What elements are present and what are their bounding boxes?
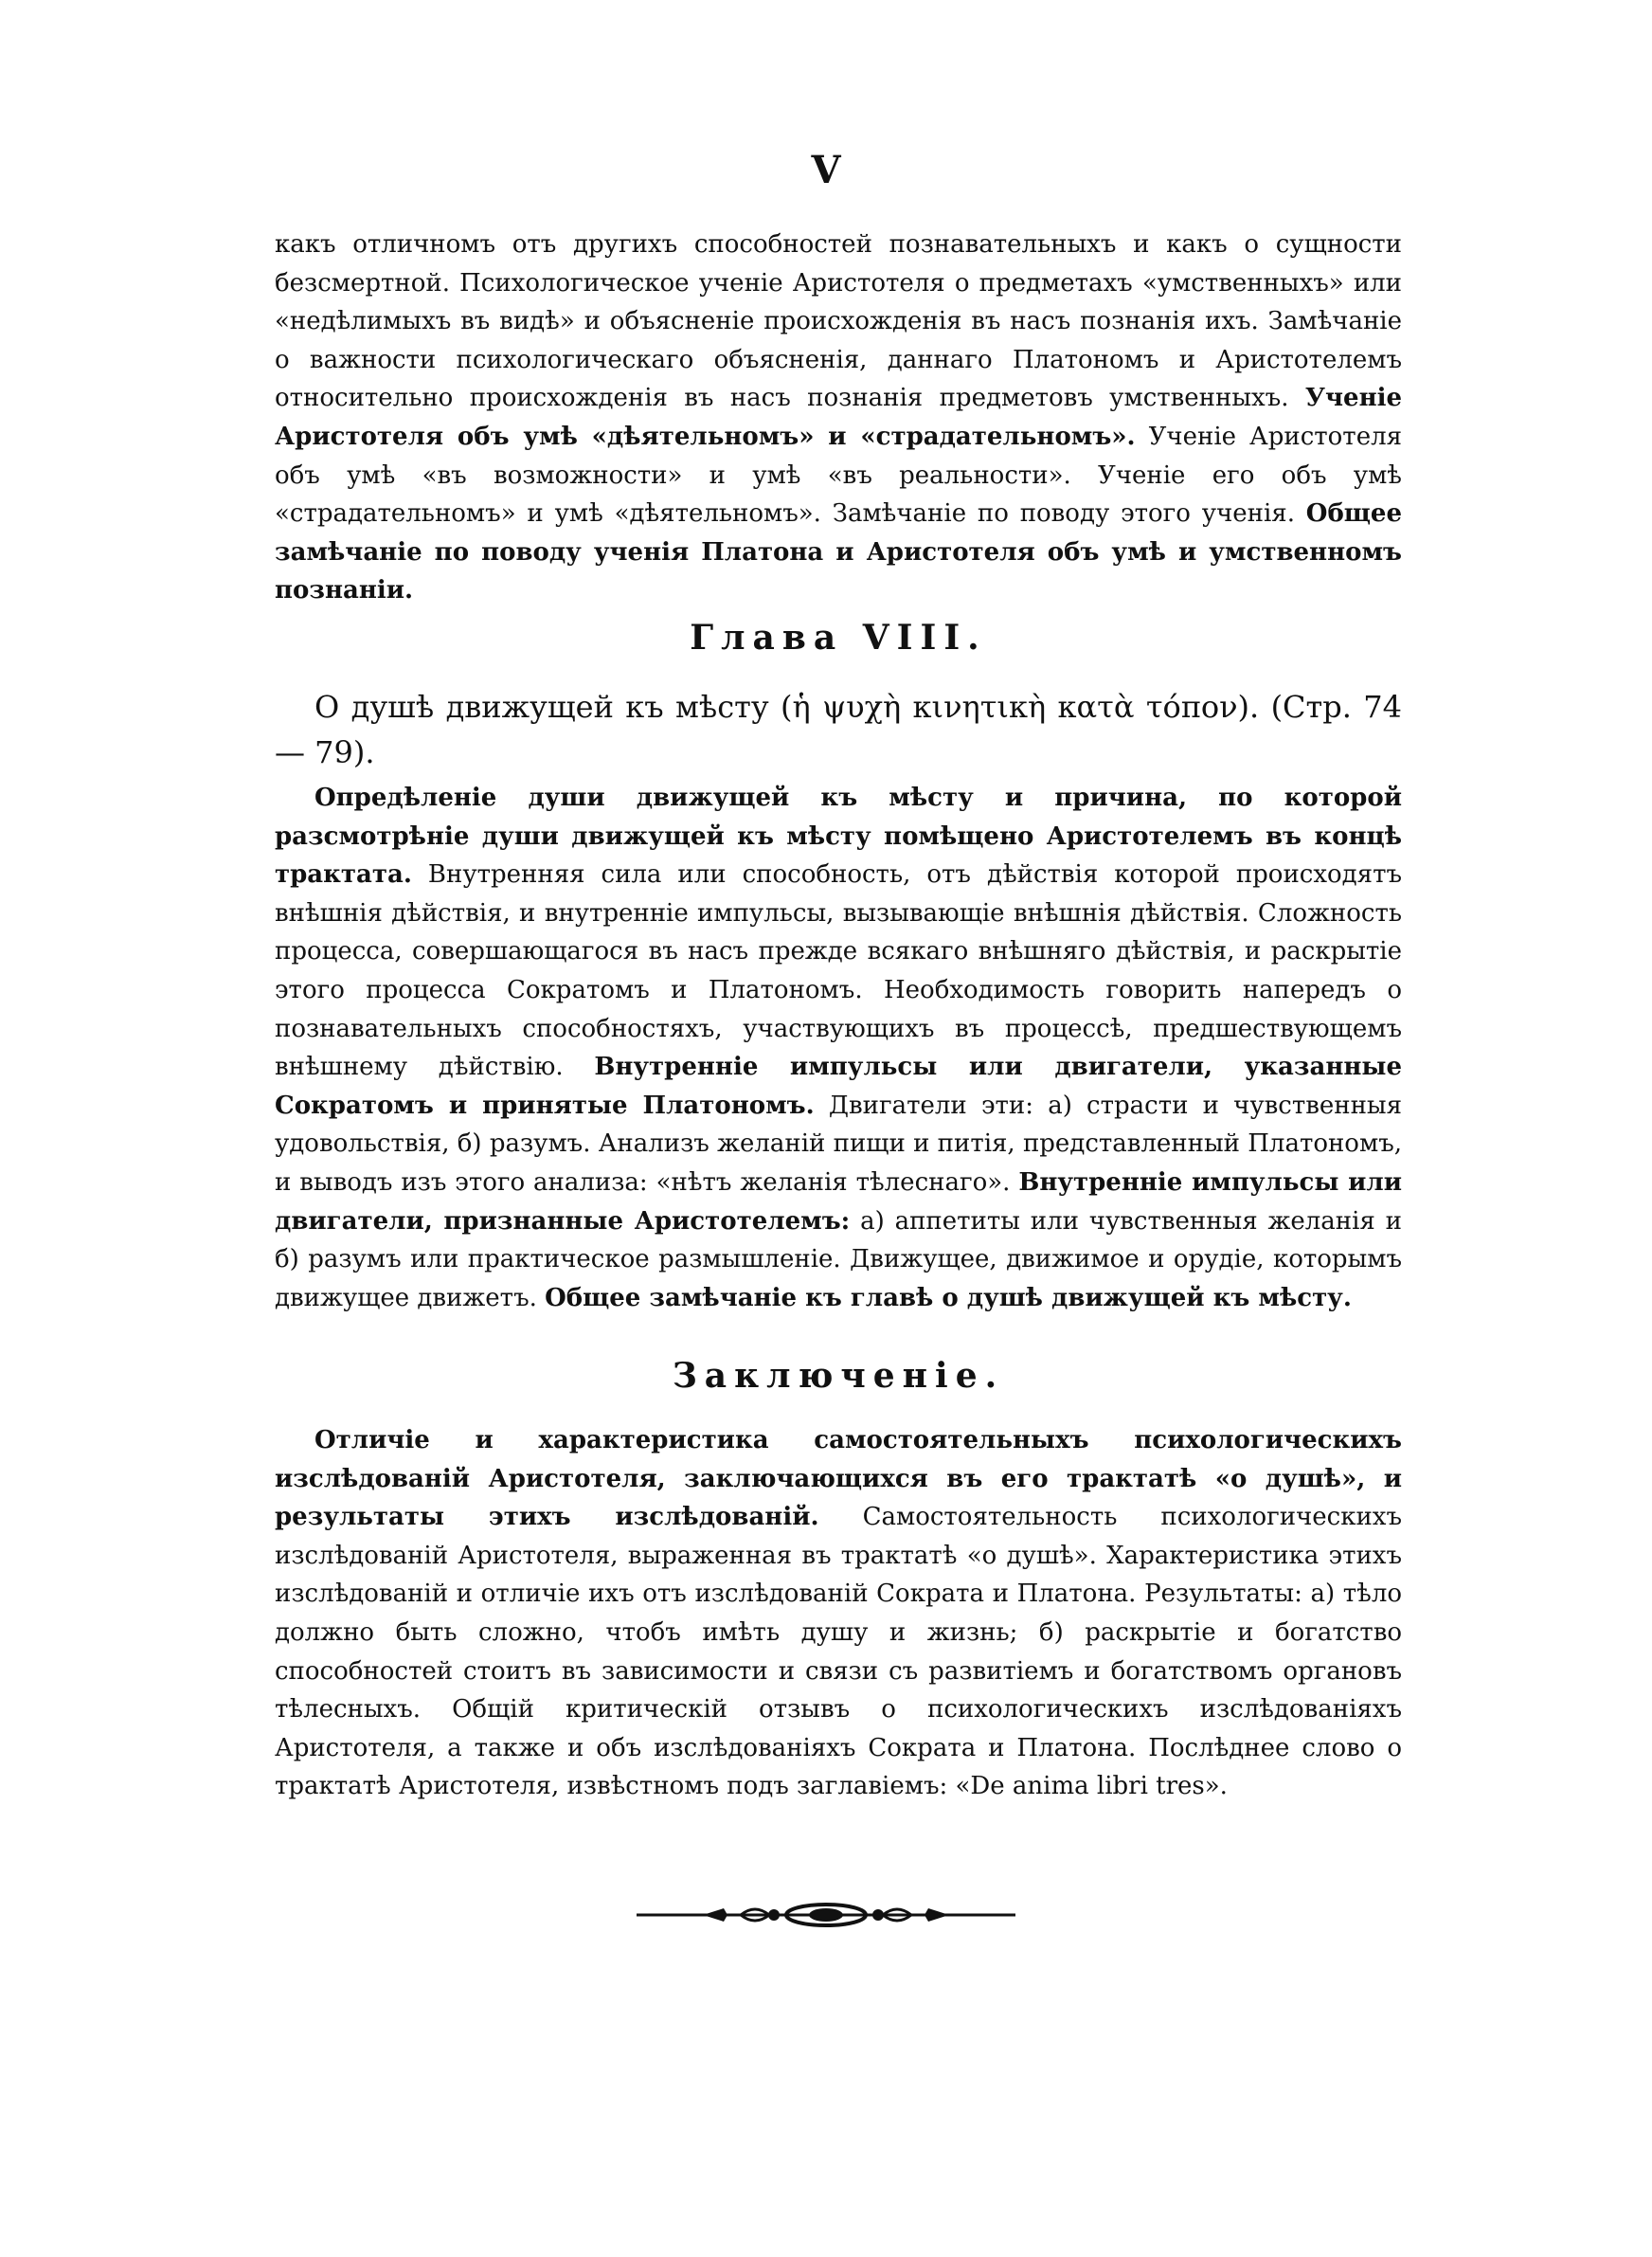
paragraph-bold-text: Ученіе Аристотеля объ умѣ «дѣятельномъ» и «страдательномъ». (275, 384, 1403, 451)
chapter-subtitle: О душѣ движущей къ мѣсту (ἡ ψυχὴ κινητικὴ κατὰ τόπον). (Стр. 74 — 79). (275, 689, 1402, 770)
conclusion-paragraph (275, 1421, 1402, 1806)
paragraph-bold-text: Опредѣленіе души движущей къ мѣсту и причина, по которой разсмотрѣніе души движущей къ мѣсту помѣщено Аристотелемъ въ концѣ трактата. (275, 784, 1402, 890)
paragraph-bold-text: Внутренніе импульсы или двигатели, признанные Аристотелемъ: (275, 1167, 1403, 1236)
paragraph-text: а) аппетиты или чувственныя желанія и б) разумъ или практическое размышленіе. Движущее, движимое и орудіе, которымъ движущее движетъ. (275, 1206, 1402, 1312)
page-number: V (811, 148, 841, 192)
chapter-heading: Глава VIII. (690, 618, 987, 658)
paragraph-bold-text: Общее замѣчаніе по поводу ученія Платона и Аристотеля объ умѣ и умственномъ познаніи. (275, 499, 1403, 605)
paragraph-bold-text: Общее замѣчаніе къ главѣ о душѣ движущей къ мѣсту. (545, 1283, 1352, 1312)
ornamental-divider-icon (637, 1898, 1015, 1932)
paragraph-text: какъ отличномъ отъ другихъ способностей познавательныхъ и какъ о сущности безсмертной. Психологическое ученіе Аристотеля о предметахъ «умственныхъ» или «недѣлимыхъ въ видѣ» и объясненіе происхожденія въ насъ познанія ихъ. Замѣчаніе о важности психологическаго объясненія, даннаго Платономъ и Аристотелемъ относительно происхожденія въ насъ познанія предметовъ умственныхъ. (275, 230, 1402, 413)
paragraph-text: Двигатели эти: а) страсти и чувственныя удовольствія, б) разумъ. Анализъ желаній пищи и питія, представленный Платономъ, и выводъ изъ этого анализа: «нѣтъ желанія тѣлеснаго». (275, 1091, 1403, 1197)
section-continuation-paragraph (275, 226, 1402, 610)
paragraph-text: Самостоятельность психологическихъ изслѣдованій Аристотеля, выраженная въ трактатѣ «о душѣ». Характеристика этихъ изслѣдованій и отличіе ихъ отъ изслѣдованій Сократа и Платона. Результаты: а) тѣло должно быть сложно, чтобъ имѣть душу и жизнь; б) раскрытіе и богатство способностей стоитъ въ зависимости и связи съ развитіемъ и богатствомъ органовъ тѣлесныхъ. Общій критическій отзывъ о психологическихъ изслѣдованіяхъ Аристотеля, а также и объ изслѣдованіяхъ Сократа и Платона. Послѣднее слово о трактатѣ Аристотеля, извѣстномъ подъ заглавіемъ: «De anima libri tres». (275, 1503, 1402, 1801)
conclusion-heading: Заключеніе. (672, 1356, 1005, 1396)
paragraph-text: Ученіе Аристотеля объ умѣ «въ возможности» и умѣ «въ реальности». Ученіе его объ умѣ «страдательномъ» и умѣ «дѣятельномъ». Замѣчаніе по поводу этого ученія. (275, 422, 1403, 529)
chapter-summary-paragraph (275, 779, 1402, 1317)
paragraph-text: Внутренняя сила или способность, отъ дѣйствія которой происходятъ внѣшнія дѣйствія, и внутренніе импульсы, вызывающіе внѣшнія дѣйствія. Сложность процесса, совершающагося въ насъ прежде всякаго внѣшняго дѣйствія, и раскрытіе этого процесса Сократомъ и Платономъ. Необходимость говорить напередъ о познавательныхъ способностяхъ, участвующихъ въ процессѣ, предшествующемъ внѣшнему дѣйствію. (275, 860, 1402, 1082)
paragraph-bold-text: Отличіе и характеристика самостоятельныхъ психологическихъ изслѣдованій Аристотеля, заключающихся въ его трактатѣ «о душѣ», и результаты этихъ изслѣдованій. (275, 1426, 1402, 1532)
paragraph-bold-text: Внутренніе импульсы или двигатели, указанные Сократомъ и принятые Платономъ. (275, 1053, 1403, 1120)
